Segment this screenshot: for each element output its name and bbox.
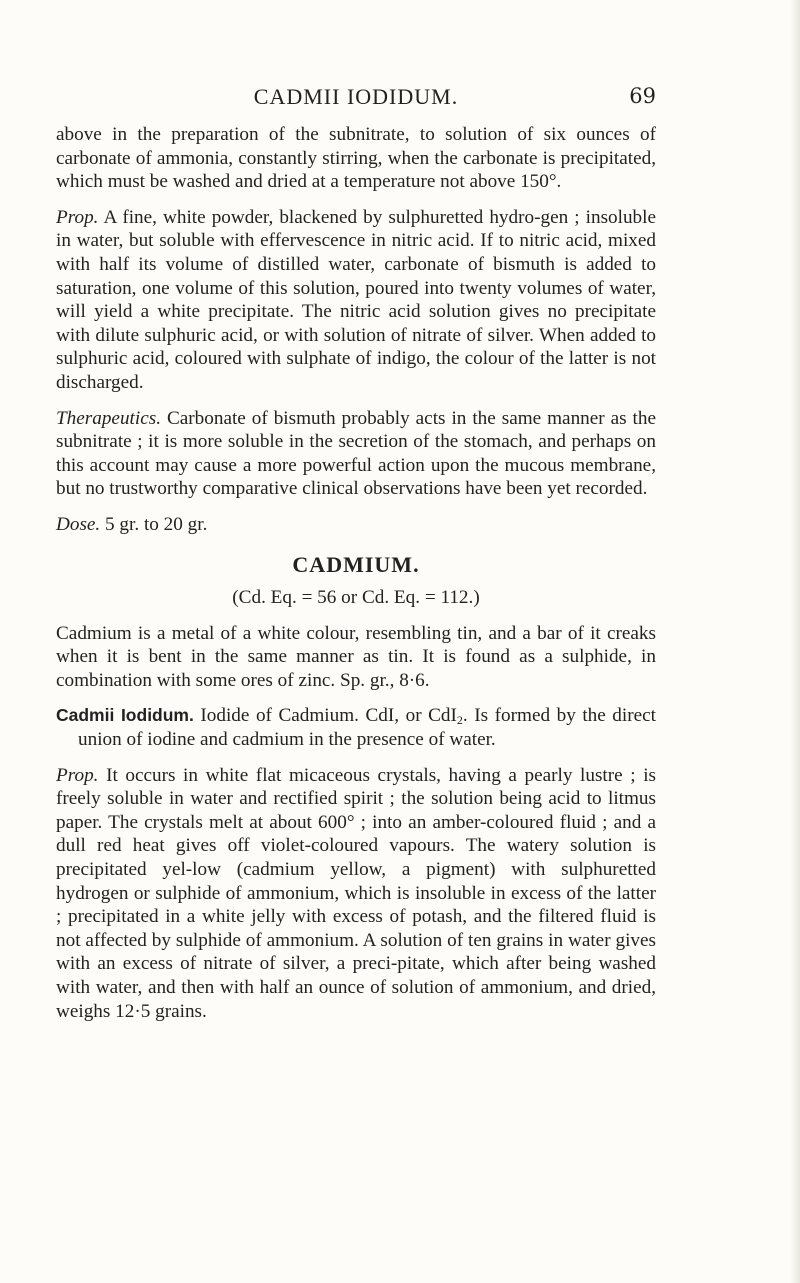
dose-text: 5 gr. to 20 gr.	[100, 513, 208, 535]
dose-lead: Dose.	[56, 513, 101, 535]
formula-subscript: 2	[456, 713, 463, 728]
paragraph-therapeutics	[56, 407, 656, 501]
therapeutics-lead: Therapeutics.	[56, 407, 161, 429]
properties-text: A fine, white powder, blackened by sulphuretted hydro-gen ; insoluble in water, but soluble with effervescence in nitric acid. If to nitric acid, mixed with half its volume of distilled water, carbonate of bismuth is added to saturation, one volume of this solution, poured into twenty volumes of water, will yield a white precipitate. The nitric acid solution gives no precipitate with dilute sulphuric acid, or with solution of nitrate of silver. When added to sulphuric acid, coloured with sulphate of indigo, the colour of the latter is not discharged.	[56, 206, 656, 393]
page-number: 69	[629, 84, 656, 108]
paragraph-subnitrate-preparation: above in the preparation of the subnitrate, to solution of six ounces of carbonate of ammonia, constantly stirring, when the carbonate is precipitated, which must be washed and dried at a temperature not above 150°.	[56, 124, 656, 193]
paragraph-properties	[56, 206, 656, 395]
paragraph-cadmium-description: Cadmium is a metal of a white colour, resembling tin, and a bar of it creaks when it is bent in the same manner as tin. It is found as a sulphide, in combination with some ores of zinc. Sp. gr., 8·6.	[56, 622, 656, 691]
iodidum-properties-text: It occurs in white flat micaceous crystals, having a pearly lustre ; is freely soluble in water and rectified spirit ; the solution being acid to litmus paper. The crystals melt at about 600° ; into an amber-coloured fluid ; and a dull red heat gives off violet-coloured vapours. The watery solution is precipitated yel-low (cadmium yellow, a pigment) with sulphuretted hydrogen or sulphide of ammonium, which is insoluble in excess of the latter ; precipitated in a white jelly with excess of potash, and the filtered fluid is not affected by sulphide of ammonium. A solution of ten grains in water gives with an excess of nitrate of silver, a preci-pitate, which after being washed with water, and then with half an ounce of solution of ammonium, and dried, weighs 12·5 grains.	[56, 764, 656, 1022]
page-header	[56, 84, 656, 114]
properties-lead: Prop.	[56, 206, 99, 228]
cadmii-iodidum-lead: Cadmii Iodidum.	[56, 705, 194, 726]
cadmii-iodidum-text: Iodide of Cadmium. CdI, or CdI	[193, 705, 457, 727]
section-title-cadmium: CADMIUM.	[292, 551, 420, 577]
cadmium-formula: (Cd. Eq. = 56 or Cd. Eq. = 112.)	[232, 587, 480, 609]
iodidum-properties-lead: Prop.	[56, 764, 99, 786]
cadmii-iodidum-text-continued: . Is formed by the direct union of iodine and cadmium in the presence of water.	[78, 705, 656, 751]
paragraph-dose	[56, 513, 656, 537]
therapeutics-text: Carbonate of bismuth probably acts in the same manner as the subnitrate ; it is more soluble in the secretion of the stomach, and perhaps on this account may cause a more powerful action upon the mucous membrane, but no trustworthy comparative clinical observations have been yet recorded.	[56, 407, 656, 500]
page-body	[56, 123, 656, 1035]
page-edge-shadow	[790, 0, 800, 1283]
paragraph-iodidum-properties	[56, 764, 656, 1024]
running-head: CADMII IODIDUM.	[253, 84, 459, 109]
paragraph-cadmii-iodidum	[56, 704, 656, 751]
